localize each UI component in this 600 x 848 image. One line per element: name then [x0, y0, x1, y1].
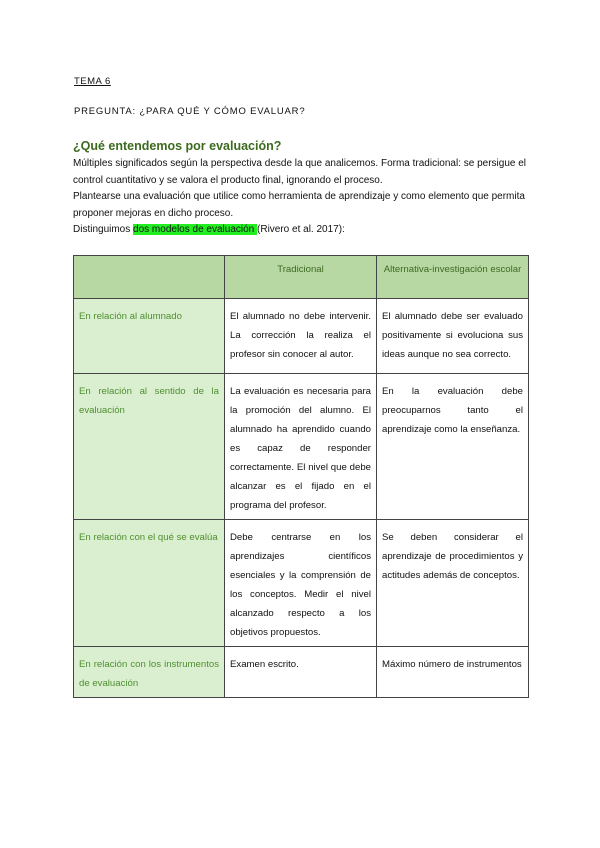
row-label: En relación con el qué se evalúa	[74, 520, 225, 647]
paragraph: Plantearse una evaluación que utilice como herramienta de aprendizaje y como elemento que permita proponer mejoras en dicho proceso.	[73, 191, 525, 219]
header-cell: Tradicional	[225, 256, 377, 299]
table-row	[74, 374, 529, 520]
header-cell	[74, 256, 225, 299]
table-cell: Se deben considerar el aprendizaje de procedimientos y actitudes además de conceptos.	[377, 520, 529, 647]
question-title: PREGUNTA: ¿PARA QUÉ Y CÓMO EVALUAR?	[74, 106, 306, 117]
highlighted-text: dos modelos de evaluación	[133, 224, 258, 236]
text: Distinguimos	[73, 224, 134, 236]
comparison-table	[73, 255, 529, 698]
section-heading: ¿Qué entendemos por evaluación?	[73, 139, 282, 153]
paragraph	[73, 222, 535, 239]
table-row	[74, 520, 529, 647]
table-cell: Máximo número de instrumentos	[377, 647, 529, 698]
table-cell: El alumnado debe ser evaluado positivamente si evoluciona sus ideas aunque no sea correcto.	[377, 299, 529, 374]
paragraph: Múltiples significados según la perspectiva desde la que analicemos. Forma tradicional: se persigue el control cuantitativo y se valora el producto final, ignorando el proceso.	[73, 158, 527, 186]
table-cell: Examen escrito.	[225, 647, 377, 698]
table-header-row	[74, 256, 529, 299]
row-label: En relación al alumnado	[74, 299, 225, 374]
row-label: En relación con los instrumentos de evaluación	[74, 647, 225, 698]
table-cell: La evaluación es necesaria para la promoción del alumno. El alumnado ha aprendido cuando es capaz de responder correctamente. El nivel que debe alcanzar es el fijado en el programa del profesor.	[225, 374, 377, 520]
header-cell: Alternativa-investigación escolar	[377, 256, 529, 299]
row-label: En relación al sentido de la evaluación	[74, 374, 225, 520]
body-text	[73, 156, 535, 239]
table-cell: El alumnado no debe intervenir. La corrección la realiza el profesor sin conocer al autor.	[225, 299, 377, 374]
table-row	[74, 299, 529, 374]
citation: (Rivero et al. 2017):	[257, 224, 345, 236]
table-row	[74, 647, 529, 698]
topic-title: TEMA 6	[74, 76, 111, 87]
table-cell: Debe centrarse en los aprendizajes científicos esenciales y la comprensión de los conceptos. Medir el nivel alcanzado respecto a los objetivos propuestos.	[225, 520, 377, 647]
table-cell: En la evaluación debe preocuparnos tanto el aprendizaje como la enseñanza.	[377, 374, 529, 520]
